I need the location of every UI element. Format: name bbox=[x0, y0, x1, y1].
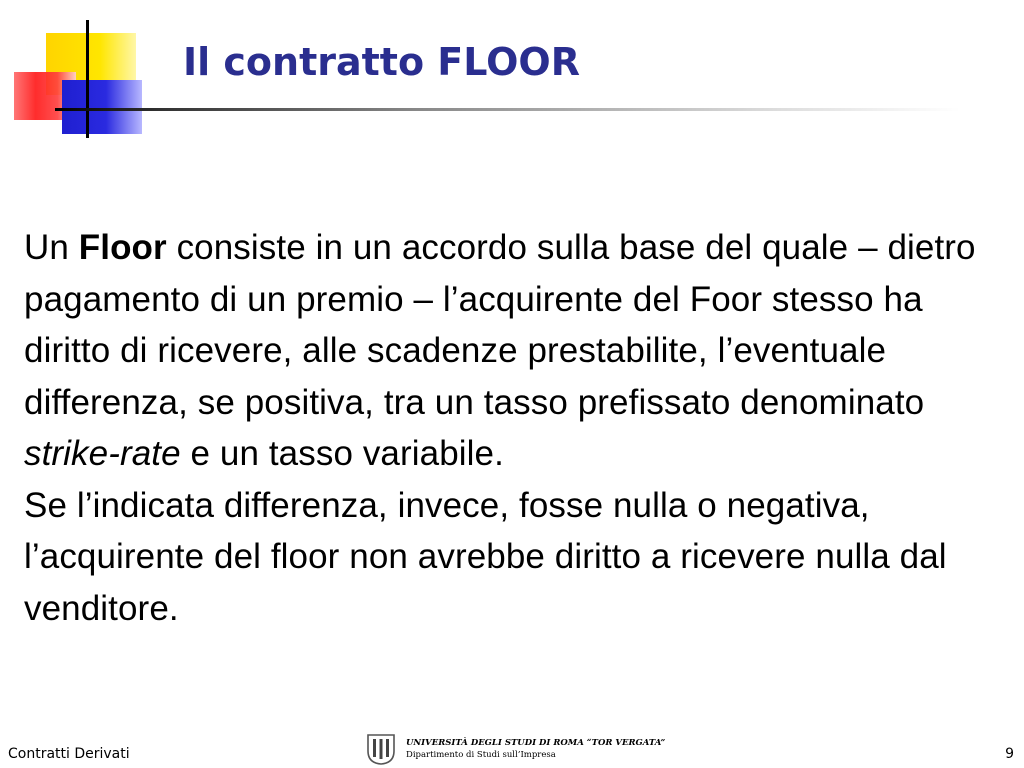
footer-course-label: Contratti Derivati bbox=[8, 746, 130, 762]
body-paragraph-2: Se l’indicata differenza, invece, fosse nulla o negativa, l’acquirente del floor non avrebbe diritto a ricevere nulla dal venditore. bbox=[24, 485, 947, 628]
decor-vertical-line bbox=[86, 20, 89, 138]
body-term-strike-rate: strike-rate bbox=[24, 434, 181, 473]
body-term-floor: Floor bbox=[78, 228, 167, 267]
slide-title: Il contratto FLOOR bbox=[183, 40, 580, 84]
university-logo-icon bbox=[366, 733, 396, 765]
university-info bbox=[406, 738, 665, 761]
department-name: Dipartimento di Studi sull’Impresa bbox=[406, 750, 556, 760]
body-text-end: e un tasso variabile. bbox=[180, 434, 504, 473]
page-number: 9 bbox=[1005, 746, 1014, 762]
slide-body bbox=[24, 222, 1009, 634]
decor-blue-square bbox=[62, 80, 142, 134]
title-underline bbox=[55, 108, 960, 111]
body-paragraph-1 bbox=[24, 222, 1009, 480]
body-text-middle: consiste in un accordo sulla base del quale – dietro pagamento di un premio – l’acquirente del Foor stesso ha diritto di ricevere, alle scadenze prestabilite, l’eventuale differenza, se positiva, tra un tasso prefissato denominato bbox=[24, 228, 976, 422]
university-name: UNIVERSITÀ DEGLI STUDI DI ROMA “TOR VERGATA” bbox=[406, 738, 666, 748]
body-text-start: Un bbox=[24, 228, 79, 267]
